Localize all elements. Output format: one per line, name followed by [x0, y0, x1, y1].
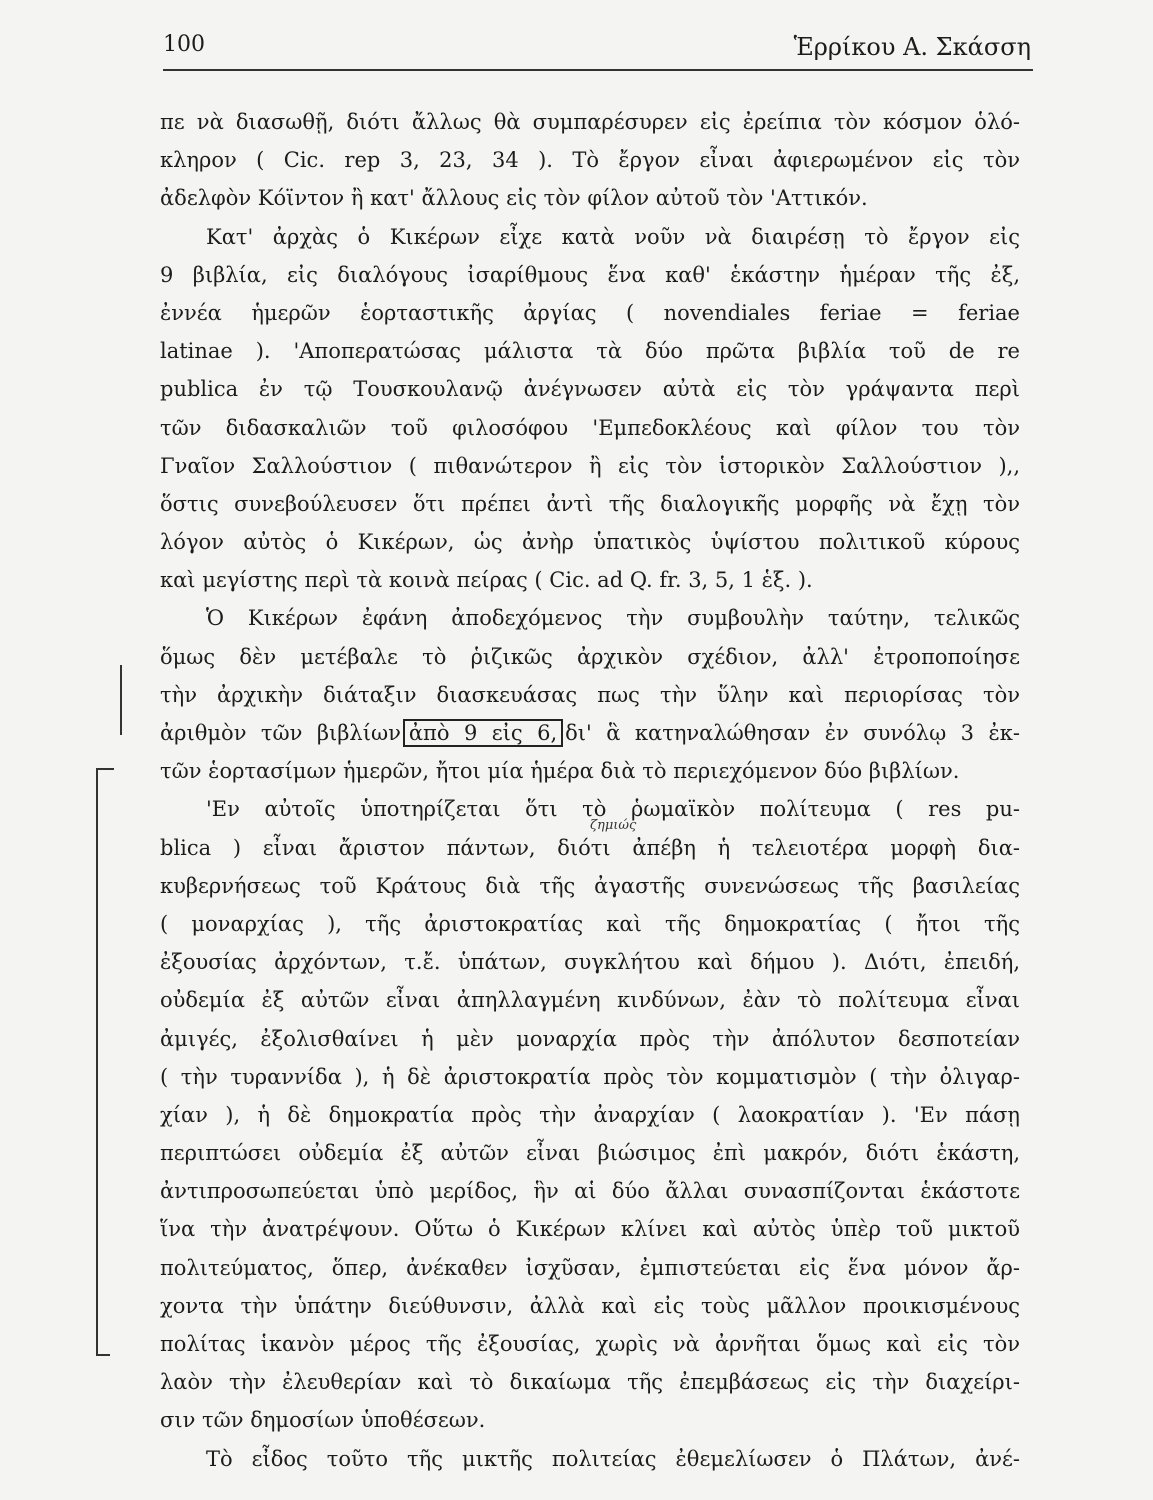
text-line: πολιτεύματος, ὅπερ, ἀνέκαθεν ἰσχῦσαν, ἐμπιστεύεται εἰς ἕνα μόνον ἄρ-	[160, 1255, 1020, 1280]
text-line: latinae ). 'Αποπερατώσας μάλιστα τὰ δύο πρῶτα βιβλία τοῦ de re	[160, 339, 1020, 364]
text-line: ἐξουσίας ἀρχόντων, τ.ἔ. ὑπάτων, συγκλήτου καὶ δήμου ). Διότι, ἐπειδή,	[160, 950, 1020, 975]
text-segment: δι' ἃ κατηναλώθησαν ἐν συνόλῳ 3 ἐκ-	[565, 721, 1020, 745]
margin-bracket-foot	[96, 1354, 110, 1356]
text-line: χίαν ), ἡ δὲ δημοκρατία πρὸς τὴν ἀναρχίαν ( λαοκρατίαν ). 'Εν πάσῃ	[160, 1102, 1020, 1127]
text-line: ἵνα τὴν ἀνατρέψουν. Οὕτω ὁ Κικέρων κλίνει καὶ αὐτὸς ὑπὲρ τοῦ μικτοῦ	[160, 1217, 1020, 1242]
handwritten-annotation: ζημιώς	[590, 818, 637, 833]
text-line: ἀμιγές, ἐξολισθαίνει ἡ μὲν μοναρχία πρὸς τὴν ἀπόλυτον δεσποτείαν	[160, 1026, 1020, 1051]
text-line: περιπτώσει οὐδεμία ἐξ αὐτῶν εἶναι βιώσιμος ἐπὶ μακρόν, διότι ἑκάστη,	[160, 1141, 1020, 1166]
page-header	[163, 30, 1031, 70]
text-line: 'Εν αὐτοῖς ὑποτηρίζεται ὅτι τὸ ῥωμαϊκὸν πολίτευμα ( res pu-	[206, 797, 1020, 822]
body-text	[160, 103, 1020, 1478]
text-line: ἀντιπροσωπεύεται ὑπὸ μερίδος, ἣν αἱ δύο ἄλλαι συνασπίζονται ἑκάστοτε	[160, 1179, 1020, 1204]
text-line: πολίτας ἱκανὸν μέρος τῆς ἐξουσίας, χωρὶς νὰ ἀρνῆται ὅμως καὶ εἰς τὸν	[160, 1332, 1020, 1356]
running-head: Ἑρρίκου Α. Σκάσση	[793, 33, 1031, 61]
text-line: ὅμως δὲν μετέβαλε τὸ ῥιζικῶς ἀρχικὸν σχέδιον, ἀλλ' ἐτροποποίησε	[160, 644, 1020, 669]
margin-bracket-hook	[96, 768, 114, 770]
text-line: ὅστις συνεβούλευσεν ὅτι πρέπει ἀντὶ τῆς διαλογικῆς μορφῆς νὰ ἔχῃ τὸν	[160, 491, 1020, 516]
text-line: ἐννέα ἡμερῶν ἑορταστικῆς ἀργίας ( novendiales feriae = feriae	[160, 300, 1020, 325]
text-segment: ἀριθμὸν τῶν βιβλίων	[160, 721, 401, 745]
text-line: τῶν ἑορτασίμων ἡμερῶν, ἤτοι μία ἡμέρα διὰ τὸ περιεχόμενον δύο βιβλίων.	[160, 759, 960, 784]
page-number: 100	[163, 32, 205, 57]
text-line: κυβερνήσεως τοῦ Κράτους διὰ τῆς ἀγαστῆς συνενώσεως τῆς βασιλείας	[160, 873, 1020, 898]
boxed-phrase: ἀπὸ 9 εἰς 6,	[403, 719, 563, 747]
text-line: χοντα τὴν ὑπάτην διεύθυνσιν, ἀλλὰ καὶ εἰς τοὺς μᾶλλον προικισμένους	[160, 1293, 1020, 1318]
text-line-with-box	[160, 714, 1020, 752]
text-line: πε νὰ διασωθῇ, διότι ἄλλως θὰ συμπαρέσυρεν εἰς ἐρείπια τὸν κόσμον ὁλό-	[160, 110, 1020, 134]
text-line: Κατ' ἀρχὰς ὁ Κικέρων εἶχε κατὰ νοῦν νὰ διαιρέσῃ τὸ ἔργον εἰς	[206, 224, 1020, 249]
text-line: ( τὴν τυραννίδα ), ἡ δὲ ἀριστοκρατία πρὸς τὸν κομματισμὸν ( τὴν ὀλιγαρ-	[160, 1064, 1020, 1089]
text-line: τὴν ἀρχικὴν διάταξιν διασκευάσας πως τὴν ὕλην καὶ περιορίσας τὸν	[160, 682, 1020, 707]
text-line: Τὸ εἶδος τοῦτο τῆς μικτῆς πολιτείας ἐθεμελίωσεν ὁ Πλάτων, ἀνέ-	[206, 1446, 1020, 1471]
text-line: publica ἐν τῷ Τουσκουλανῷ ἀνέγνωσεν αὐτὰ εἰς τὸν γράψαντα περὶ	[160, 377, 1020, 402]
text-line: λόγον αὐτὸς ὁ Κικέρων, ὡς ἀνὴρ ὑπατικὸς ὑψίστου πολιτικοῦ κύρους	[160, 530, 1020, 555]
text-line: Γναῖον Σαλλούστιον ( πιθανώτερον ἢ εἰς τὸν ἱστορικὸν Σαλλούστιον ),,	[160, 453, 1020, 478]
text-line: τῶν διδασκαλιῶν τοῦ φιλοσόφου 'Εμπεδοκλέους καὶ φίλον του τὸν	[160, 415, 1020, 440]
text-line: blica ) εἶναι ἄριστον πάντων, διότι ἀπέβη ἡ τελειοτέρα μορφὴ δια-	[160, 835, 1020, 860]
text-line: 9 βιβλία, εἰς διαλόγους ἰσαρίθμους ἕνα καθ' ἑκάστην ἡμέραν τῆς ἐξ,	[160, 262, 1020, 287]
text-line: ἀδελφὸν Κόϊντον ἢ κατ' ἄλλους εἰς τὸν φίλον αὐτοῦ τὸν 'Αττικόν.	[160, 186, 868, 211]
text-line: κληρον ( Cic. rep 3, 23, 34 ). Τὸ ἔργον εἶναι ἀφιερωμένον εἰς τὸν	[160, 148, 1020, 173]
text-line: ( μοναρχίας ), τῆς ἀριστοκρατίας καὶ τῆς δημοκρατίας ( ἤτοι τῆς	[160, 911, 1020, 936]
text-line: Ὁ Κικέρων ἐφάνη ἀποδεχόμενος τὴν συμβουλὴν ταύτην, τελικῶς	[206, 606, 1020, 631]
header-rule	[163, 69, 1033, 71]
margin-bracket-long	[96, 770, 98, 1355]
text-line: καὶ μεγίστης περὶ τὰ κοινὰ πείρας ( Cic. ad Q. fr. 3, 5, 1 ἑξ. ).	[160, 568, 813, 593]
text-line: οὐδεμία ἐξ αὐτῶν εἶναι ἀπηλλαγμένη κινδύνων, ἐὰν τὸ πολίτευμα εἶναι	[160, 988, 1020, 1013]
text-line: λαὸν τὴν ἐλευθερίαν καὶ τὸ δικαίωμα τῆς ἐπεμβάσεως εἰς τὴν διαχείρι-	[160, 1370, 1020, 1395]
text-line: σιν τῶν δημοσίων ὑποθέσεων.	[160, 1408, 486, 1433]
margin-bracket-short	[120, 665, 122, 735]
